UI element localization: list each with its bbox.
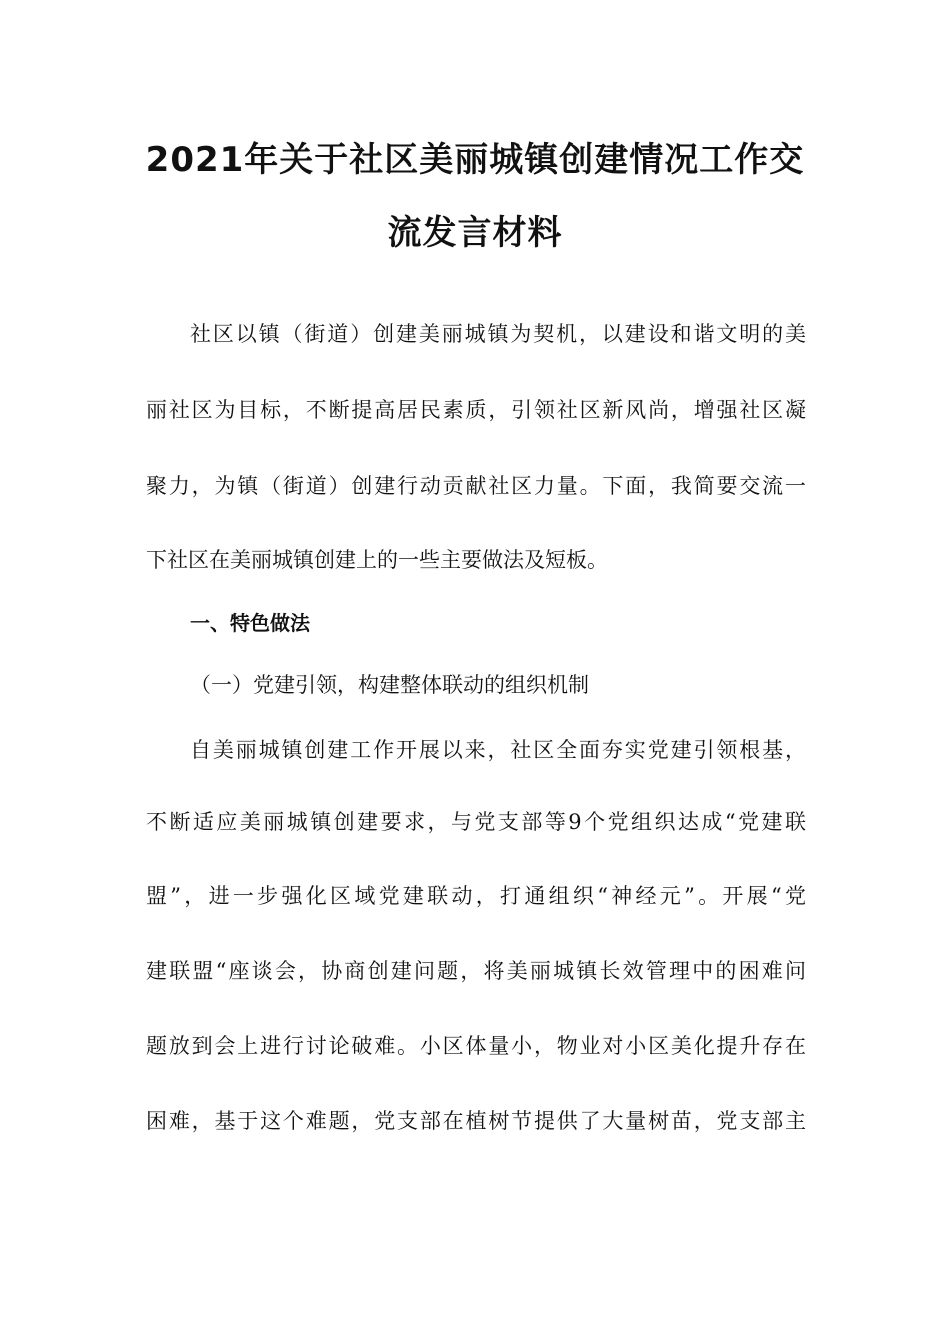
document-title-line-1: 2021年关于社区美丽城镇创建情况工作交 [145,140,805,180]
section-heading: 一、特色做法 [190,611,310,635]
body-paragraph-line: 建联盟“座谈会，协商创建问题，将美丽城镇长效管理中的困难问 [146,959,806,983]
document-title-line-2: 流发言材料 [387,213,563,253]
body-paragraph-line: 题放到会上进行讨论破难。小区体量小，物业对小区美化提升存在 [146,1034,806,1058]
intro-paragraph-line: 社区以镇（街道）创建美丽城镇为契机，以建设和谐文明的美 [190,322,806,346]
body-paragraph-line: 盟”，进一步强化区域党建联动，打通组织“神经元”。开展“党 [146,884,806,908]
body-paragraph-line: 不断适应美丽城镇创建要求，与党支部等9个党组织达成“党建联 [146,810,806,834]
intro-paragraph-line: 聚力，为镇（街道）创建行动贡献社区力量。下面，我简要交流一 [146,474,806,498]
intro-paragraph-line: 丽社区为目标，不断提高居民素质，引领社区新风尚，增强社区凝 [146,398,806,422]
body-paragraph-line: 困难，基于这个难题，党支部在植树节提供了大量树苗，党支部主 [146,1109,806,1133]
subsection-heading: （一）党建引领，构建整体联动的组织机制 [190,673,589,697]
intro-paragraph-line: 下社区在美丽城镇创建上的一些主要做法及短板。 [146,548,608,572]
body-paragraph-line: 自美丽城镇创建工作开展以来，社区全面夯实党建引领根基， [190,738,806,762]
